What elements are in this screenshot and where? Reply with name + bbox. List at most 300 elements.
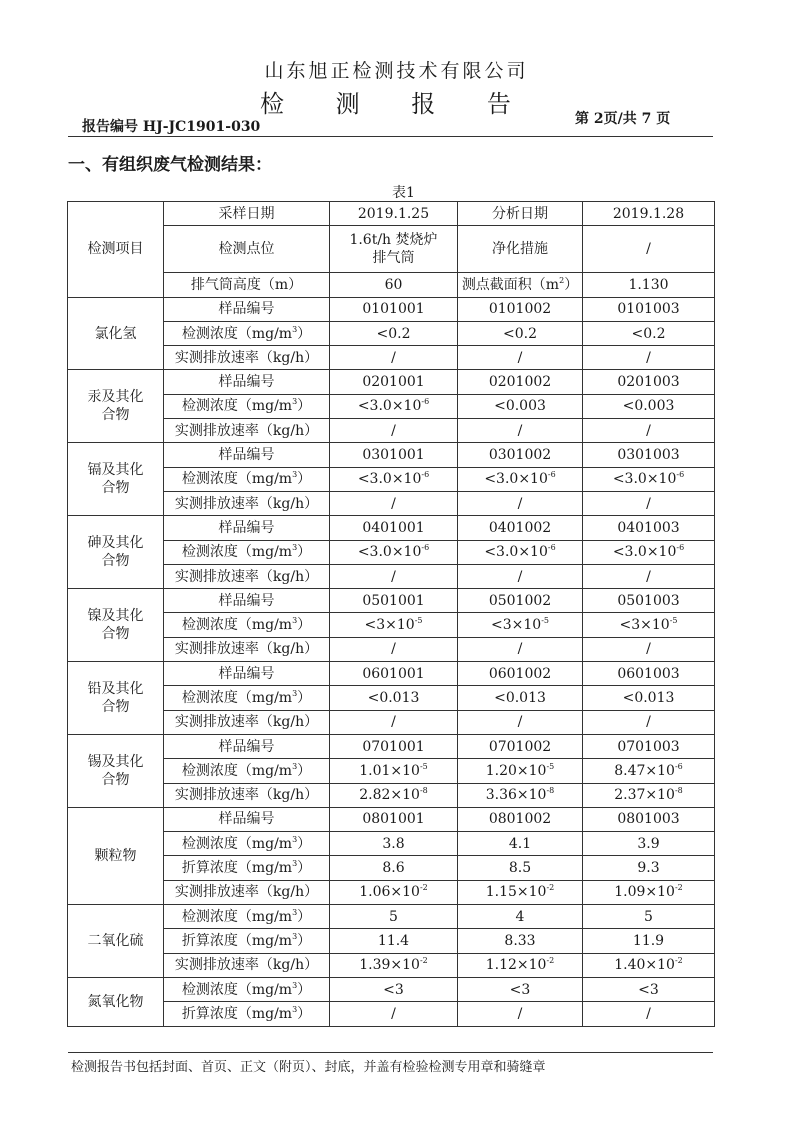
value-cell [458, 1002, 583, 1026]
value-cell [458, 710, 583, 734]
value-cell [583, 394, 715, 418]
value-mantissa: 1.01×10 [359, 762, 420, 779]
value-mantissa: 0701001 [362, 738, 425, 755]
value-cell [458, 370, 583, 394]
parameter-label [164, 734, 330, 758]
value-cell [583, 564, 715, 588]
parameter-label: 检测浓度$(mg/m^3)$ [164, 613, 330, 637]
value-mantissa: <3.0×10 [484, 544, 548, 561]
parameter-label: 检测浓度$(mg/m^3)$ [164, 905, 330, 929]
parameter-label [164, 783, 330, 807]
point-label: 检测点位 [164, 226, 330, 273]
value-exponent: -6 [421, 397, 430, 407]
parameter-label-text: 样品编号 [218, 811, 275, 828]
parameter-label [164, 589, 330, 613]
value-mantissa: 8.33 [504, 932, 536, 949]
parameter-label [164, 953, 330, 977]
value-mantissa: <0.003 [494, 398, 546, 415]
value-mantissa: <3×10 [491, 617, 542, 634]
parameter-label-text: 样品编号 [218, 665, 275, 682]
value-mantissa: 1.06×10 [359, 884, 420, 901]
value-cell [458, 297, 583, 321]
value-mantissa: 0201002 [488, 374, 552, 391]
parameter-label [164, 637, 330, 661]
value-cell [458, 637, 583, 661]
value-mantissa: 8.5 [508, 860, 532, 877]
value-cell [583, 491, 715, 515]
value-mantissa: 0101002 [488, 301, 552, 318]
value-cell [458, 880, 583, 904]
value-cell [583, 297, 715, 321]
value-mantissa: <0.2 [376, 325, 411, 342]
pollutant-name-line-1: 汞及其化 [87, 389, 144, 406]
value-exponent: -6 [547, 543, 556, 553]
parameter-label-text: 样品编号 [218, 447, 275, 464]
value-cell [458, 467, 583, 491]
value-cell [330, 516, 458, 540]
value-mantissa: 0601002 [488, 665, 552, 682]
parameter-unit-exponent: 3 [292, 859, 298, 869]
value-cell [330, 346, 458, 370]
value-cell [583, 929, 715, 953]
area-label-text: 测点截面积（m [461, 276, 560, 293]
height-value: 60 [330, 273, 458, 297]
table-row [68, 613, 715, 637]
value-mantissa: <3 [383, 981, 404, 998]
value-mantissa: 0701003 [617, 738, 680, 755]
value-cell [583, 880, 715, 904]
value-cell [583, 516, 715, 540]
table-row [68, 905, 715, 929]
value-cell [330, 905, 458, 929]
area-value: 1.130 [583, 273, 715, 297]
height-label: 排气筒高度（m） [164, 273, 330, 297]
value-mantissa: 3.9 [637, 835, 660, 852]
value-mantissa: 11.4 [377, 932, 410, 949]
value-mantissa: 2.37×10 [614, 787, 675, 804]
value-cell [583, 783, 715, 807]
parameter-label-text: 样品编号 [218, 738, 275, 755]
table-row [68, 783, 715, 807]
value-cell [583, 419, 715, 443]
section-title: 一、有组织废气检测结果： [68, 155, 272, 175]
value-cell [330, 1002, 458, 1026]
value-cell [583, 856, 715, 880]
table-row [68, 734, 715, 758]
value-cell [330, 613, 458, 637]
value-mantissa: / [517, 641, 523, 658]
parameter-unit-exponent: 3 [292, 616, 298, 626]
parameter-label-text: 样品编号 [218, 592, 275, 609]
value-cell [458, 589, 583, 613]
parameter-label [164, 346, 330, 370]
parameter-label [164, 443, 330, 467]
value-exponent: -6 [421, 543, 430, 553]
parameter-unit-exponent: 3 [292, 470, 298, 480]
value-cell [458, 953, 583, 977]
value-mantissa: / [391, 349, 396, 366]
pollutant-name-line-1: 二氧化硫 [87, 932, 144, 949]
parameter-unit-exponent: 3 [292, 688, 298, 698]
value-mantissa: 0401002 [488, 519, 552, 536]
point-line-1: 1.6t/h 焚烧炉 [349, 232, 438, 249]
value-mantissa: 0701002 [488, 738, 552, 755]
value-mantissa: <3.0×10 [612, 471, 677, 488]
table-row [68, 710, 715, 734]
value-exponent: -6 [676, 543, 685, 553]
value-cell [330, 880, 458, 904]
table-row [68, 297, 715, 321]
value-mantissa: 4 [515, 908, 525, 925]
value-cell [583, 346, 715, 370]
table-row [68, 491, 715, 515]
sampling-date: 2019.1.25 [330, 202, 458, 226]
value-exponent: -5 [419, 761, 428, 771]
value-mantissa: <3.0×10 [357, 544, 422, 561]
value-cell [458, 443, 583, 467]
value-cell [583, 953, 715, 977]
report-number: 报告编号 HJ-JC1901-030 [82, 119, 261, 135]
parameter-unit-exponent: 3 [292, 761, 298, 771]
value-mantissa: 3.8 [382, 835, 405, 852]
value-cell [458, 734, 583, 758]
value-cell [458, 564, 583, 588]
parameter-unit-exponent: 3 [292, 397, 298, 407]
value-mantissa: <0.013 [367, 689, 420, 706]
value-cell [330, 734, 458, 758]
value-exponent: -6 [674, 761, 683, 771]
pollutant-name [68, 516, 164, 589]
table-row [68, 686, 715, 710]
value-cell [330, 467, 458, 491]
parameter-label-text: 检测浓度（mg/m [181, 544, 293, 561]
value-mantissa: 0301003 [617, 447, 680, 464]
value-mantissa: 0501003 [617, 592, 680, 609]
value-cell [330, 491, 458, 515]
value-cell [583, 613, 715, 637]
parameter-label [164, 297, 330, 321]
value-mantissa: 0401003 [617, 519, 680, 536]
value-cell [458, 807, 583, 831]
value-cell [458, 905, 583, 929]
value-cell [330, 370, 458, 394]
value-cell [458, 759, 583, 783]
value-mantissa: <3 [638, 981, 659, 998]
value-cell [583, 734, 715, 758]
pollutant-name-line-1: 镉及其化 [87, 462, 144, 479]
value-mantissa: 0501002 [488, 592, 552, 609]
parameter-label-text: 实测排放速率（kg/h） [174, 787, 319, 804]
value-mantissa: 1.15×10 [485, 884, 547, 901]
value-mantissa: 1.12×10 [485, 957, 547, 974]
value-mantissa: 0101001 [362, 301, 425, 318]
parameter-unit-exponent: 3 [292, 980, 298, 990]
header-divider [68, 136, 713, 137]
value-cell [583, 905, 715, 929]
value-cell [330, 637, 458, 661]
measure-value: / [583, 226, 715, 273]
point-value [330, 226, 458, 273]
value-exponent: -5 [546, 761, 555, 771]
value-mantissa: <0.2 [631, 325, 666, 342]
table-row [68, 1002, 715, 1026]
value-mantissa: 0301002 [488, 447, 552, 464]
value-cell [458, 783, 583, 807]
value-mantissa: 3.36×10 [485, 787, 547, 804]
value-exponent: -5 [414, 616, 423, 626]
parameter-unit-exponent: 3 [292, 907, 298, 917]
table-row [68, 589, 715, 613]
value-mantissa: 0801003 [617, 811, 680, 828]
table-row [68, 321, 715, 345]
value-cell [458, 491, 583, 515]
value-mantissa: 5 [644, 908, 653, 925]
value-exponent: -8 [674, 786, 683, 796]
value-mantissa: <3.0×10 [357, 471, 422, 488]
table-row [68, 832, 715, 856]
value-cell [458, 662, 583, 686]
area-label [458, 273, 583, 297]
parameter-unit-exponent: 3 [292, 1004, 298, 1014]
row-header-item: 检测项目 [68, 202, 164, 298]
value-mantissa: 4.1 [508, 835, 532, 852]
table-row [68, 370, 715, 394]
parameter-label-text: 实测排放速率（kg/h） [174, 714, 319, 731]
value-cell [330, 977, 458, 1001]
value-exponent: -2 [546, 883, 555, 893]
parameter-label-text: 实测排放速率（kg/h） [174, 422, 319, 439]
value-mantissa: / [391, 495, 396, 512]
sampling-date-label: 采样日期 [164, 202, 330, 226]
value-cell [583, 807, 715, 831]
pollutant-name-line-2: 合物 [101, 480, 130, 497]
value-mantissa: 11.9 [632, 932, 665, 949]
value-cell [458, 516, 583, 540]
parameter-unit-exponent: 3 [292, 931, 298, 941]
value-mantissa: / [646, 349, 651, 366]
parameter-label-text: 实测排放速率（kg/h） [174, 884, 319, 901]
area-label-close: ） [564, 276, 579, 293]
value-cell [330, 321, 458, 345]
pollutant-name-line-1: 氯化氢 [94, 325, 137, 342]
value-mantissa: / [517, 349, 523, 366]
table-row [68, 662, 715, 686]
value-mantissa: <0.013 [622, 689, 675, 706]
table-row [68, 346, 715, 370]
page-number: 第 2页/共 7 页 [575, 111, 671, 127]
value-cell [458, 321, 583, 345]
value-mantissa: 0201003 [617, 374, 680, 391]
pollutant-name-line-2: 合物 [101, 407, 130, 424]
value-mantissa: / [517, 1005, 523, 1022]
pollutant-name-line-1: 锡及其化 [87, 753, 144, 770]
value-mantissa: 9.3 [637, 860, 660, 877]
value-mantissa: <3×10 [364, 617, 415, 634]
value-cell [330, 662, 458, 686]
parameter-label-text: 折算浓度（mg/m [181, 932, 293, 949]
value-mantissa: <0.003 [622, 398, 675, 415]
value-cell [458, 419, 583, 443]
parameter-label-text: 实测排放速率（kg/h） [174, 568, 319, 585]
parameter-label: 检测浓度$(mg/m^3)$ [164, 977, 330, 1001]
value-cell [330, 686, 458, 710]
value-cell [458, 540, 583, 564]
value-mantissa: <3×10 [619, 617, 670, 634]
value-cell [458, 346, 583, 370]
value-mantissa: 0801001 [362, 811, 425, 828]
value-cell [330, 856, 458, 880]
table-row [68, 856, 715, 880]
value-mantissa: 2.82×10 [359, 787, 420, 804]
value-exponent: -5 [541, 616, 549, 626]
table-row [68, 929, 715, 953]
pollutant-name-line-2: 合物 [101, 698, 130, 715]
value-cell [583, 832, 715, 856]
parameter-unit-exponent: 3 [292, 834, 298, 844]
parameter-label-text: 检测浓度（mg/m [181, 325, 293, 342]
parameter-label [164, 419, 330, 443]
value-mantissa: 8.6 [382, 860, 405, 877]
parameter-unit-exponent: 3 [292, 543, 298, 553]
value-mantissa: / [391, 714, 396, 731]
parameter-label [164, 516, 330, 540]
table-row [68, 419, 715, 443]
table-row [68, 807, 715, 831]
pollutant-name [68, 977, 164, 1026]
value-mantissa: / [646, 1005, 651, 1022]
pollutant-name-line-1: 铅及其化 [87, 680, 144, 697]
value-cell [330, 759, 458, 783]
value-mantissa: 1.09×10 [614, 884, 675, 901]
value-cell [458, 613, 583, 637]
parameter-label-text: 折算浓度（mg/m [181, 860, 293, 877]
parameter-label: 检测浓度$(mg/m^3)$ [164, 759, 330, 783]
table-row [68, 516, 715, 540]
parameter-label [164, 662, 330, 686]
parameter-label: 检测浓度$(mg/m^3)$ [164, 540, 330, 564]
pollutant-name [68, 905, 164, 978]
value-mantissa: <3.0×10 [357, 398, 422, 415]
value-cell [583, 1002, 715, 1026]
value-cell [330, 540, 458, 564]
point-line-2: 排气筒 [372, 250, 415, 267]
value-mantissa: 0501001 [362, 592, 425, 609]
value-cell [583, 759, 715, 783]
value-exponent: -2 [674, 956, 683, 966]
parameter-label-text: 样品编号 [218, 301, 275, 318]
value-cell [330, 419, 458, 443]
value-mantissa: / [391, 1005, 396, 1022]
table-row [68, 953, 715, 977]
parameter-label-text: 检测浓度（mg/m [181, 981, 293, 998]
parameter-label: 检测浓度$(mg/m^3)$ [164, 832, 330, 856]
table-row [68, 880, 715, 904]
value-mantissa: 1.20×10 [485, 762, 547, 779]
value-cell [330, 807, 458, 831]
area-label-sup: 2 [559, 275, 565, 285]
pollutant-name [68, 297, 164, 370]
parameter-label [164, 370, 330, 394]
value-mantissa: / [646, 568, 651, 585]
value-mantissa: 0601001 [362, 665, 425, 682]
pollutant-name-line-1: 颗粒物 [94, 847, 137, 864]
table-row [68, 637, 715, 661]
value-cell [458, 929, 583, 953]
value-exponent: -8 [419, 786, 428, 796]
pollutant-name [68, 662, 164, 735]
value-mantissa: 0101003 [617, 301, 680, 318]
value-cell [330, 929, 458, 953]
table-row [68, 443, 715, 467]
value-mantissa: 8.47×10 [614, 762, 675, 779]
value-mantissa: 0401001 [362, 519, 425, 536]
pollutant-name [68, 370, 164, 443]
value-cell [583, 662, 715, 686]
value-cell [583, 370, 715, 394]
pollutant-name [68, 734, 164, 807]
parameter-label-text: 检测浓度（mg/m [181, 762, 293, 779]
pollutant-name-line-1: 氮氧化物 [87, 993, 144, 1010]
parameter-label-text: 检测浓度（mg/m [181, 617, 293, 634]
parameter-label-text: 样品编号 [218, 374, 275, 391]
value-mantissa: / [646, 422, 651, 439]
value-cell [330, 953, 458, 977]
value-mantissa: 0201001 [362, 374, 425, 391]
parameter-label-text: 实测排放速率（kg/h） [174, 641, 319, 658]
value-cell [458, 686, 583, 710]
parameter-label-text: 检测浓度（mg/m [181, 908, 293, 925]
parameter-label: 检测浓度$(mg/m^3)$ [164, 321, 330, 345]
parameter-label [164, 491, 330, 515]
parameter-unit-exponent: 3 [292, 324, 298, 334]
value-cell [330, 564, 458, 588]
parameter-label-text: 样品编号 [218, 519, 275, 536]
pollutant-name-line-1: 镍及其化 [87, 608, 144, 625]
value-mantissa: 1.40×10 [614, 957, 675, 974]
value-exponent: -2 [674, 883, 683, 893]
value-exponent: -6 [676, 470, 685, 480]
value-cell [458, 977, 583, 1001]
parameter-label-text: 检测浓度（mg/m [181, 689, 293, 706]
parameter-label: 检测浓度$(mg/m^3)$ [164, 467, 330, 491]
table-row [68, 467, 715, 491]
parameter-label-text: 实测排放速率（kg/h） [174, 957, 319, 974]
parameter-label [164, 807, 330, 831]
pollutant-name [68, 589, 164, 662]
parameter-label-text: 实测排放速率（kg/h） [174, 349, 319, 366]
value-cell [330, 443, 458, 467]
value-mantissa: / [646, 495, 651, 512]
table-row [68, 226, 715, 273]
value-cell [583, 443, 715, 467]
footer-divider [68, 1052, 713, 1053]
parameter-label: 折算浓度$(mg/m^3)$ [164, 1002, 330, 1026]
value-cell [330, 832, 458, 856]
value-cell [583, 467, 715, 491]
value-mantissa: / [517, 495, 523, 512]
value-mantissa: 0601003 [617, 665, 680, 682]
parameter-label-text: 检测浓度（mg/m [181, 471, 293, 488]
value-mantissa: / [517, 422, 523, 439]
table-row [68, 394, 715, 418]
table-row [68, 564, 715, 588]
parameter-label-text: 实测排放速率（kg/h） [174, 495, 319, 512]
results-table [67, 201, 715, 1027]
parameter-label-text: 检测浓度（mg/m [181, 398, 293, 415]
parameter-label: 折算浓度$(mg/m^3)$ [164, 929, 330, 953]
value-mantissa: 5 [389, 908, 398, 925]
value-cell [330, 589, 458, 613]
